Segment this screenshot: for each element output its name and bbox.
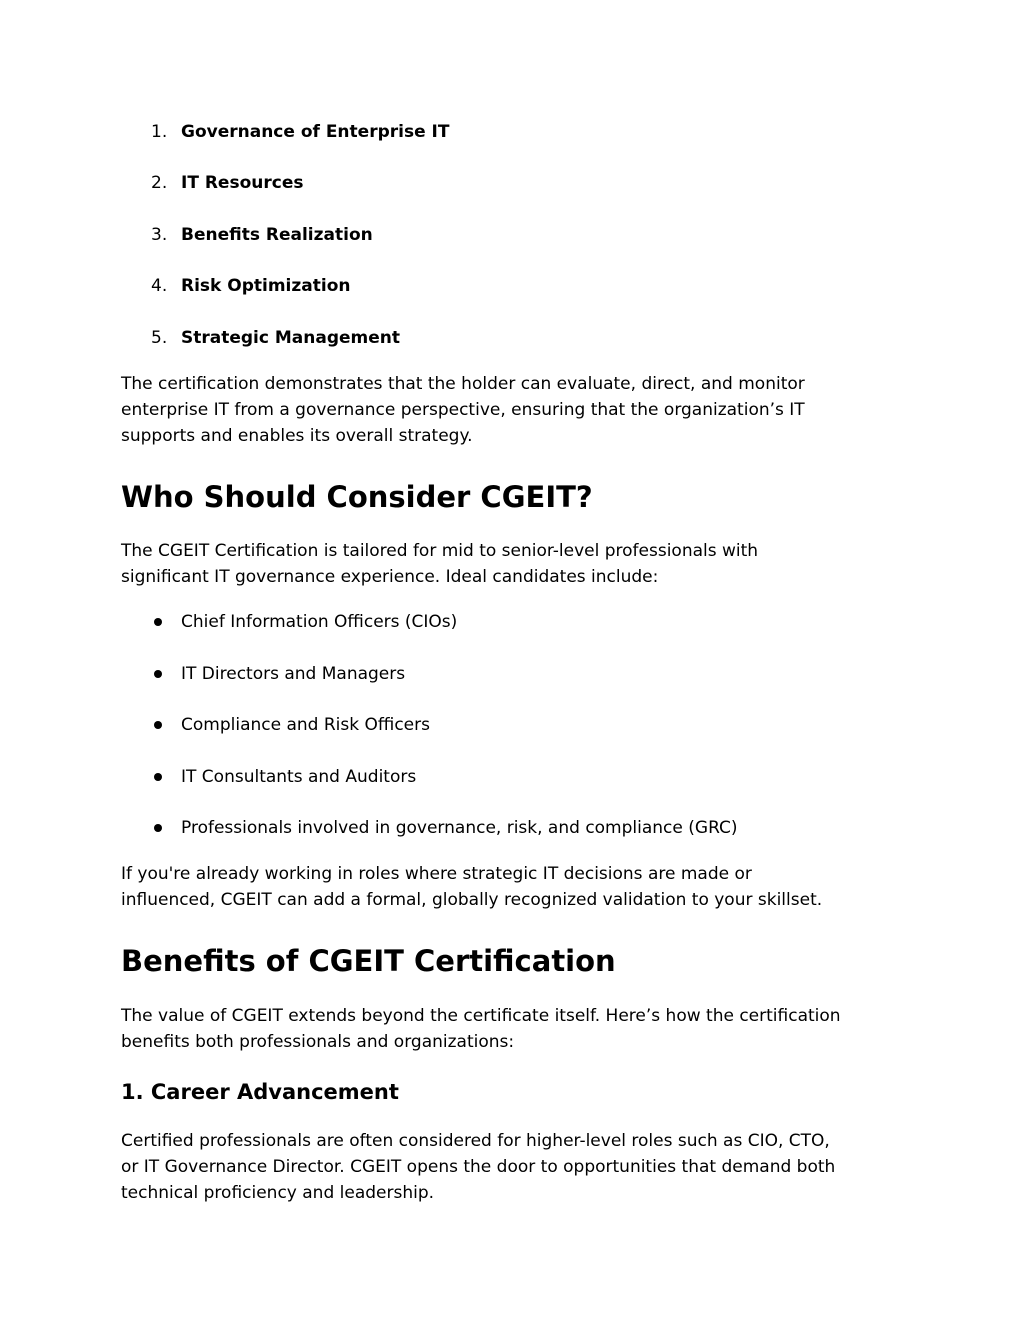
subheading-career-advancement: 1. Career Advancement	[121, 1080, 399, 1104]
list-item-label: IT Resources	[181, 173, 304, 193]
who-closing-paragraph	[121, 861, 911, 913]
section-heading-who: Who Should Consider CGEIT?	[121, 480, 593, 514]
paragraph-line: enterprise IT from a governance perspective, ensuring that the organization’s IT	[121, 400, 805, 420]
list-item-label: IT Consultants and Auditors	[181, 767, 417, 787]
benefits-intro-paragraph	[121, 1003, 911, 1055]
list-item-label: Governance of Enterprise IT	[181, 122, 450, 142]
list-number: 2.	[151, 173, 168, 193]
paragraph-line: Certified professionals are often considered for higher-level roles such as CIO, CTO,	[121, 1131, 830, 1151]
who-intro-paragraph	[121, 538, 911, 590]
paragraph-line: The CGEIT Certification is tailored for mid to senior-level professionals with	[121, 541, 759, 561]
bullet-icon	[154, 824, 162, 832]
career-paragraph	[121, 1128, 911, 1206]
paragraph-line: influenced, CGEIT can add a formal, globally recognized validation to your skillset.	[121, 890, 823, 910]
list-number: 5.	[151, 328, 168, 348]
paragraph-line: significant IT governance experience. Ideal candidates include:	[121, 567, 659, 587]
list-item-label: Professionals involved in governance, risk, and compliance (GRC)	[181, 818, 738, 838]
paragraph-line: The certification demonstrates that the holder can evaluate, direct, and monitor	[121, 374, 805, 394]
intro-paragraph	[121, 371, 911, 449]
list-number: 3.	[151, 225, 168, 245]
paragraph-line: or IT Governance Director. CGEIT opens the door to opportunities that demand both	[121, 1157, 836, 1177]
list-item-label: Chief Information Officers (CIOs)	[181, 612, 458, 632]
bullet-icon	[154, 721, 162, 729]
paragraph-line: benefits both professionals and organizations:	[121, 1032, 515, 1052]
list-item-label: Risk Optimization	[181, 276, 351, 296]
list-item-label: Benefits Realization	[181, 225, 373, 245]
paragraph-line: supports and enables its overall strategy.	[121, 426, 473, 446]
list-number: 1.	[151, 122, 168, 142]
paragraph-line: The value of CGEIT extends beyond the certificate itself. Here’s how the certification	[121, 1006, 841, 1026]
section-heading-benefits: Benefits of CGEIT Certification	[121, 944, 616, 978]
list-item-label: Strategic Management	[181, 328, 401, 348]
list-item-label: Compliance and Risk Officers	[181, 715, 430, 735]
paragraph-line: If you're already working in roles where strategic IT decisions are made or	[121, 864, 752, 884]
bullet-icon	[154, 773, 162, 781]
paragraph-line: technical proficiency and leadership.	[121, 1183, 435, 1203]
bullet-icon	[154, 670, 162, 678]
list-number: 4.	[151, 276, 168, 296]
list-item-label: IT Directors and Managers	[181, 664, 406, 684]
bullet-icon	[154, 618, 162, 626]
